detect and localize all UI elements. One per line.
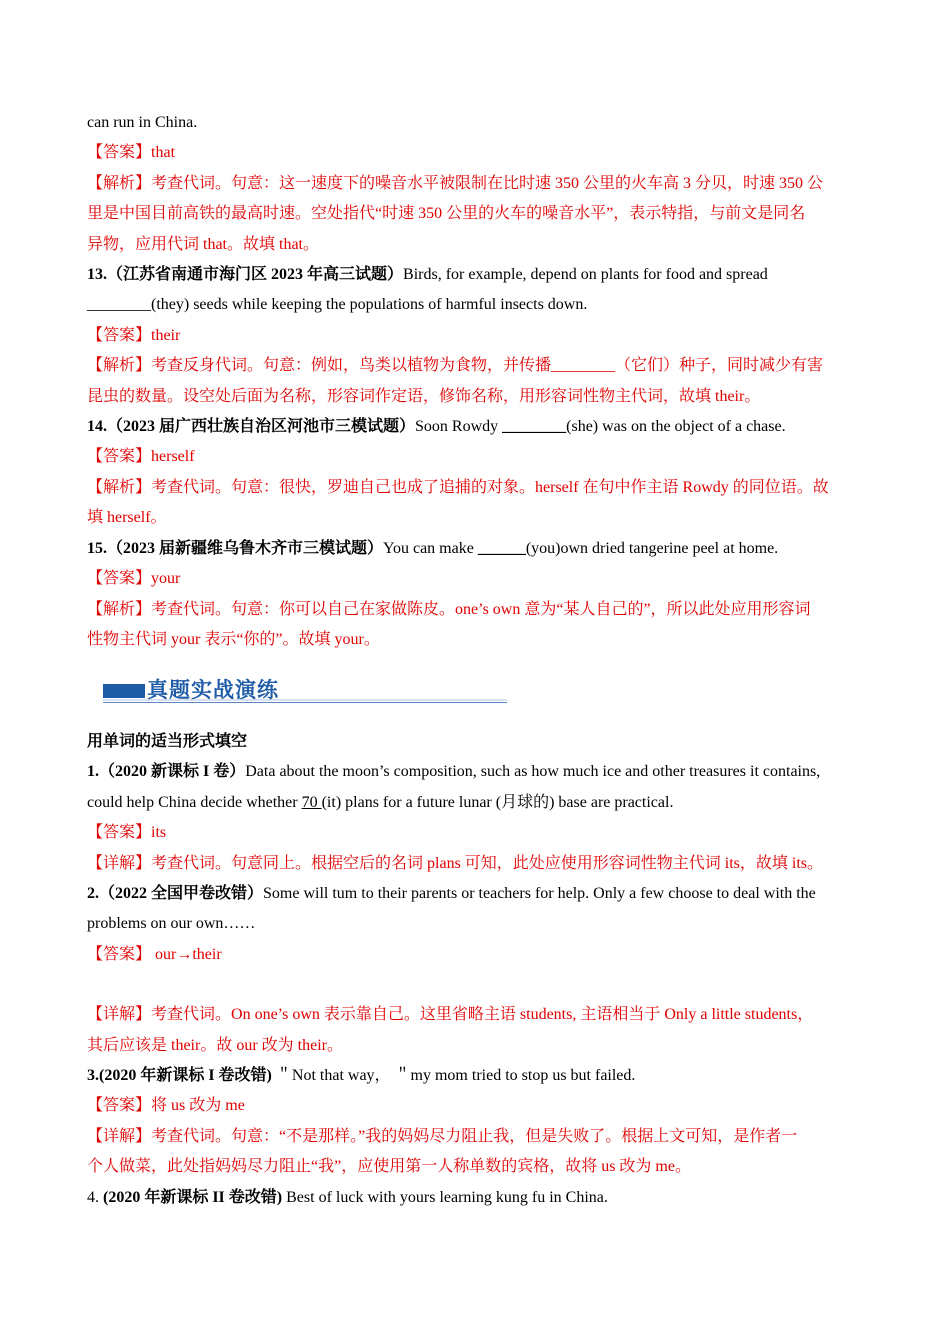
q15-analysis-line2: 性物主代词 your 表示“你的”。故填 your。	[87, 630, 380, 648]
q14-question	[87, 412, 863, 442]
p2-spacer	[87, 970, 863, 1000]
question-text: ＂Not that way， ＂my mom tried to stop us but failed.	[271, 1066, 636, 1084]
detail-text: 考查代词。句意同上。根据空后的名词 plans 可知，此处应使用形容词性物主代词 its，故填 its。	[151, 854, 824, 872]
answer-label: 【答案】	[87, 1097, 152, 1115]
answer-blank: ______	[477, 539, 526, 557]
answer-text: that	[151, 144, 176, 162]
question-text: (they) seeds while keeping the populations of harmful insects down.	[151, 296, 588, 314]
answer-blank: ________	[87, 296, 151, 314]
detail-text: 考查代词。On one’s own 表示靠自己。这里省略主语 students, 主语相当于 Only a little students，	[151, 1006, 814, 1024]
answer-text: its	[151, 824, 167, 842]
answer-text: their	[151, 326, 181, 344]
question-text: Soon Rowdy	[415, 418, 503, 436]
section-heading: 用单词的适当形式填空	[87, 733, 248, 751]
question-source: （2023 届广西壮族自治区河池市三模试题）	[107, 418, 416, 436]
q15-question	[87, 534, 863, 564]
answer-text: herself	[151, 448, 195, 466]
p4-question	[87, 1183, 863, 1213]
question-number: 14.	[87, 418, 107, 436]
question-source: （2023 届新疆维乌鲁木齐市三模试题）	[107, 539, 384, 557]
analysis-label: 【解析】	[87, 174, 152, 192]
detail-label: 【详解】	[87, 854, 152, 872]
answer-text: our→their	[151, 945, 222, 963]
p3-detail	[87, 1122, 863, 1152]
analysis-label: 【解析】	[87, 357, 152, 375]
banner-bar	[103, 684, 145, 698]
analysis-text: 考查代词。句意：很快，罗迪自己也成了追捕的对象。herself 在句中作主语 Rowdy 的同位语。故	[151, 478, 829, 496]
q13-analysis	[87, 351, 863, 381]
p3-answer	[87, 1091, 863, 1121]
p2-detail	[87, 1000, 863, 1030]
answer-label: 【答案】	[87, 326, 152, 344]
question-number: 13.	[87, 266, 107, 284]
section-banner	[87, 655, 863, 727]
banner-title: 真题实战演练	[147, 677, 279, 703]
question-text: (it) plans for a future lunar (月球的) base are practical.	[321, 793, 674, 811]
p1-question	[87, 757, 863, 787]
answer-label: 【答案】	[87, 144, 152, 162]
detail-label: 【详解】	[87, 1006, 152, 1024]
question-source: (2020 年新课标 II 卷改错)	[103, 1188, 283, 1206]
analysis-label: 【解析】	[87, 600, 152, 618]
question-number: 1.	[87, 763, 99, 781]
question-number: 2.	[87, 884, 99, 902]
p2-question	[87, 879, 863, 909]
p3-detail-line2: 个人做菜，此处指妈妈尽力阻止“我”，应使用第一人称单数的宾格，故将 us 改为 me。	[87, 1158, 691, 1176]
p2-detail-line2: 其后应该是 their。故 our 改为 their。	[87, 1036, 343, 1054]
q15-answer	[87, 564, 863, 594]
q14-analysis-line2: 填 herself。	[87, 509, 167, 527]
p1-question-line2	[87, 788, 863, 818]
answer-blank: ________	[502, 418, 567, 436]
question-text: (you)own dried tangerine peel at home.	[525, 539, 779, 557]
question-text: Some will tum to their parents or teachers for help. Only a few choose to deal with the	[263, 884, 816, 902]
question-source: （江苏省南通市海门区 2023 年高三试题）	[107, 266, 404, 284]
p1-answer	[87, 818, 863, 848]
p2-answer	[87, 940, 863, 970]
detail-text: 考查代词。句意：“不是那样。”我的妈妈尽力阻止我，但是失败了。根据上文可知，是作者一	[151, 1127, 798, 1145]
question-text: Best of luck with yours learning kung fu in China.	[282, 1188, 608, 1206]
analysis-text: 考查反身代词。句意：例如，鸟类以植物为食物，并传播________（它们）种子，同时减少有害	[151, 357, 824, 375]
question-text: Birds, for example, depend on plants for food and spread	[403, 266, 768, 284]
question-text: could help China decide whether	[87, 793, 302, 811]
question-text: Data about the moon’s composition, such as how much ice and other treasures it contains,	[245, 763, 821, 781]
analysis-text: 考查代词。句意：你可以自己在家做陈皮。one’s own 意为“某人自己的”，所以此处应用形容词	[151, 600, 811, 618]
question-source: (2020 年新课标 I 卷改错)	[99, 1066, 272, 1084]
p3-question	[87, 1061, 863, 1091]
analysis-label: 【解析】	[87, 478, 152, 496]
question-number: 4.	[87, 1188, 103, 1206]
answer-label: 【答案】	[87, 945, 152, 963]
answer-label: 【答案】	[87, 570, 152, 588]
document-body	[87, 108, 863, 1213]
question-source: （2022 全国甲卷改错）	[99, 884, 264, 902]
answer-text: your	[151, 570, 181, 588]
question-source: （2020 新课标 I 卷）	[99, 763, 246, 781]
analysis-text: 考查代词。句意：这一速度下的噪音水平被限制在比时速 350 公里的火车高 3 分贝，时速 350 公	[151, 174, 824, 192]
q12-answer	[87, 138, 863, 168]
answer-text: 将 us 改为 me	[151, 1097, 245, 1115]
question-number: 3.	[87, 1066, 99, 1084]
q15-analysis	[87, 595, 863, 625]
q12-tail: can run in China.	[87, 114, 198, 131]
p2-question-line2: problems on our own……	[87, 915, 256, 933]
q13-question-line2	[87, 290, 863, 320]
detail-label: 【详解】	[87, 1127, 152, 1145]
p1-detail	[87, 849, 863, 879]
q12-analysis	[87, 169, 863, 199]
answer-label: 【答案】	[87, 448, 152, 466]
q12-analysis-line3: 异物，应用代词 that。故填 that。	[87, 235, 319, 253]
q14-analysis	[87, 473, 863, 503]
answer-label: 【答案】	[87, 824, 152, 842]
q12-analysis-line2: 里是中国目前高铁的最高时速。空处指代“时速 350 公里的火车的噪音水平”，表示特指，与前文是同名	[87, 205, 806, 223]
question-number: 15.	[87, 539, 107, 557]
question-text: You can make	[383, 539, 478, 557]
q13-answer	[87, 321, 863, 351]
answer-blank: 70	[301, 793, 322, 811]
q13-question	[87, 260, 863, 290]
question-text: (she) was on the object of a chase.	[566, 418, 786, 436]
q13-analysis-line2: 昆虫的数量。设空处后面为名称，形容词作定语，修饰名称，用形容词性物主代词，故填 their。	[87, 387, 761, 405]
q14-answer	[87, 442, 863, 472]
